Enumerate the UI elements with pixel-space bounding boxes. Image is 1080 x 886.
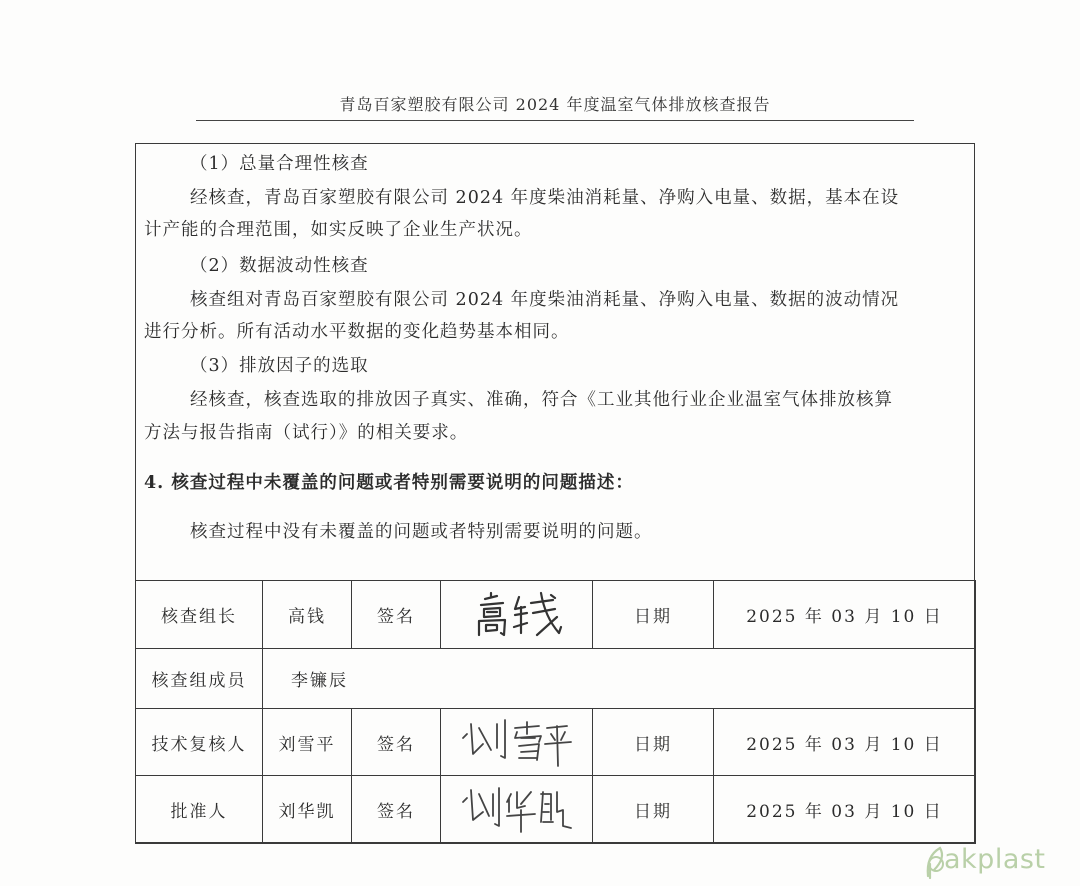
handwritten-signature-leader (467, 587, 567, 643)
approver-date-label: 日期 (593, 776, 714, 844)
member-row (136, 649, 976, 709)
section4-heading: 4. 核查过程中未覆盖的问题或者特别需要说明的问题描述： (144, 473, 634, 493)
signature-table (135, 580, 976, 844)
watermark-logo (922, 842, 1072, 882)
paragraph-line: 经核查，青岛百家塑胶有限公司 2024 年度柴油消耗量、净购入电量、数据，基本在设 (190, 188, 900, 208)
leader-date: 2025 年 03 月 10 日 (714, 581, 976, 649)
handwritten-signature-approver (457, 782, 577, 838)
leader-row (136, 581, 976, 649)
reviewer-sign-label: 签名 (352, 709, 441, 776)
reviewer-row (136, 709, 976, 776)
paragraph-line: 经核查，核查选取的排放因子真实、准确，符合《工业其他行业企业温室气体排放核算 (190, 390, 893, 410)
leader-name-cell: 高钱 (263, 581, 352, 649)
section4-text: 核查过程中没有未覆盖的问题或者特别需要说明的问题。 (190, 522, 653, 542)
approver-signature (441, 776, 593, 844)
watermark-text: akplast (944, 844, 1046, 875)
paragraph-line: 核查组对青岛百家塑胶有限公司 2024 年度柴油消耗量、净购入电量、数据的波动情况 (190, 290, 900, 310)
subheading-data-fluctuation: （2）数据波动性核查 (190, 256, 369, 276)
leader-role-cell: 核查组长 (136, 581, 263, 649)
approver-role-cell: 批准人 (136, 776, 263, 844)
approver-date: 2025 年 03 月 10 日 (714, 776, 976, 844)
leader-signature (441, 581, 593, 649)
member-role-cell: 核查组成员 (136, 649, 263, 709)
leader-sign-label: 签名 (352, 581, 441, 649)
reviewer-name-cell: 刘雪平 (263, 709, 352, 776)
subheading-total-reasonableness: （1）总量合理性核查 (190, 154, 369, 174)
handwritten-signature-reviewer (457, 714, 577, 770)
report-header-title: 青岛百家塑胶有限公司 2024 年度温室气体排放核查报告 (196, 90, 914, 121)
reviewer-date: 2025 年 03 月 10 日 (714, 709, 976, 776)
paragraph-line: 计产能的合理范围，如实反映了企业生产状况。 (144, 220, 533, 240)
approver-sign-label: 签名 (352, 776, 441, 844)
reviewer-date-label: 日期 (593, 709, 714, 776)
paragraph-line: 进行分析。所有活动水平数据的变化趋势基本相同。 (144, 322, 570, 342)
reviewer-role-cell: 技术复核人 (136, 709, 263, 776)
paragraph-line: 方法与报告指南（试行）》的相关要求。 (144, 423, 469, 443)
member-name-cell: 李镰辰 (263, 649, 976, 709)
reviewer-signature (441, 709, 593, 776)
subheading-emission-factor: （3）排放因子的选取 (190, 356, 369, 376)
leader-date-label: 日期 (593, 581, 714, 649)
approver-row (136, 776, 976, 844)
approver-name-cell: 刘华凯 (263, 776, 352, 844)
